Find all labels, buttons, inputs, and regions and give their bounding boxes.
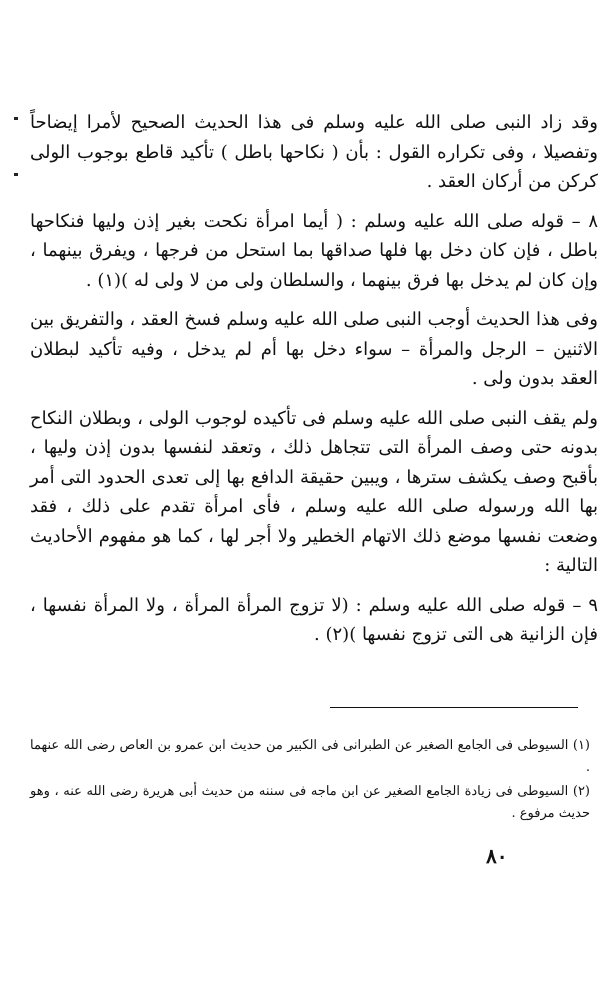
page-body (30, 108, 598, 660)
footnote-2: (٢) السيوطى فى زيادة الجامع الصغير عن ابن ماجه فى سننه من حديث أبى هريرة رضى الله عنه ، وهو حديث مرفوع . (30, 784, 590, 821)
hadith-8: ٨ – قوله صلى الله عليه وسلم : ( أيما امرأة نكحت بغير إذن وليها فنكاحها باطل ، فإن كان دخل بها فلها صداقها بما استحل من فرجها ، ويفرق بينهما ، وإن كان لم يدخل بها فرق بينهما ، والسلطان ولى من لا ولى له )(١) . (30, 210, 598, 291)
margin-mark (14, 173, 18, 176)
paragraph-1: وقد زاد النبى صلى الله عليه وسلم فى هذا الحديث الصحيح لأمرا إيضاحاً وتفصيلا ، وفى تكراره القول : بأن ( نكاحها باطل ) تأكيد قاطع بوجوب الولى كركن من أركان العقد . (30, 112, 598, 192)
paragraph-4: ولم يقف النبى صلى الله عليه وسلم فى تأكيده لوجوب الولى ، وبطلان النكاح بدونه حتى وصف المرأة التى تتجاهل ذلك ، وتعقد لنفسها بدون إذن وليها ، بأقبح وصف يكشف سترها ، ويبين حقيقة الدافع بها إلى تعدى الحدود التى أمر بها الله ورسوله صلى الله عليه وسلم ، فأى امرأة تقدم على ذلك ، فقد وضعت نفسها موضع ذلك الاتهام الخطير ولا أجر لها ، كما هو مفهوم الأحاديث التالية : (30, 407, 598, 576)
footnote-1: (١) السيوطى فى الجامع الصغير عن الطبرانى فى الكبير من حديث ابن عمرو بن العاص رضى الله عنهما . (30, 738, 590, 775)
paragraph-3: وفى هذا الحديث أوجب النبى صلى الله عليه وسلم فسخ العقد ، والتفريق بين الاثنين – الرجل والمرأة – سواء دخل بها أم لم يدخل ، وفيه تأكيد لبطلان العقد بدون ولى . (30, 309, 598, 389)
hadith-9: ٩ – قوله صلى الله عليه وسلم : (لا تزوج المرأة المرأة ، ولا المرأة نفسها ، فإن الزانية هى التى تزوج نفسها )(٢) . (30, 594, 598, 645)
page-number: ٨٠ (486, 844, 508, 868)
margin-mark (14, 117, 18, 120)
footnotes (30, 735, 590, 827)
footnote-divider (330, 707, 578, 708)
